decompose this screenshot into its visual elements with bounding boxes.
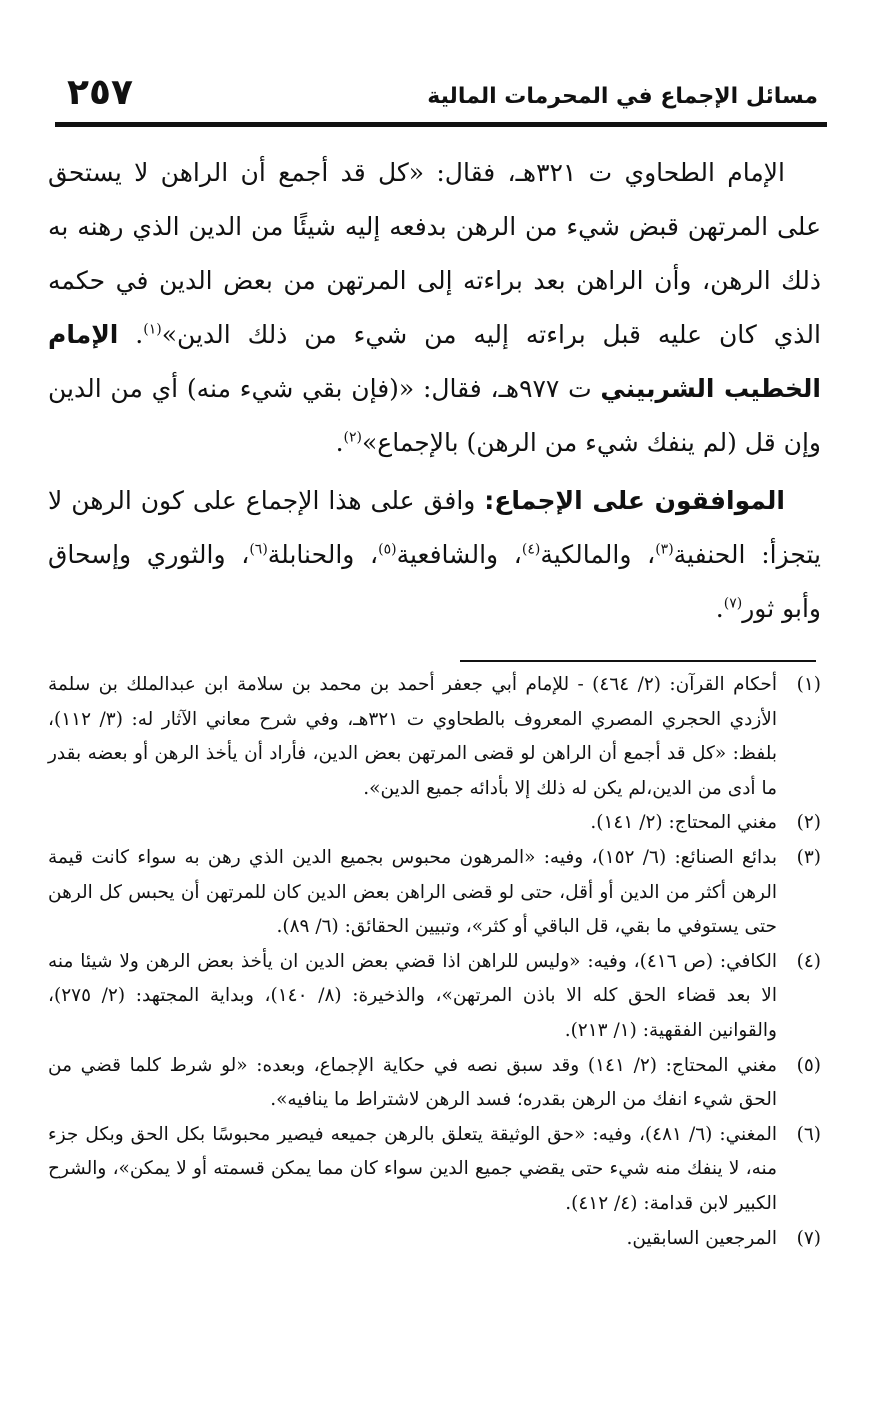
footnote-number: (٤) xyxy=(796,950,821,972)
footnote-text: المغني: (٦/ ٤٨١)، وفيه: «حق الوثيقة يتعلق بالرهن جميعه فيصير محبوسًا بكل الحق وبكل جزء منه، لا ينفك منه شيء حتى يقضي جميع الدين سواء كان مما يمكن قسمته أو لا يمكن»، والشرح الكبير لابن قدامة: (٤/ ٤١٢). xyxy=(48,1123,777,1214)
paragraph-1-text: ت ٩٧٧هـ، فقال: «(فإن بقي شيء منه) أي من الدين وإن قل (لم ينفك شيء من الرهن) بالإجماع» xyxy=(48,374,821,457)
paragraph-2-end: . xyxy=(715,594,724,623)
footnote-ref-2: (٢) xyxy=(343,429,363,446)
footnote-3 xyxy=(48,841,821,945)
footnote-5 xyxy=(48,1049,821,1118)
footnote-ref-3: (٣) xyxy=(655,541,674,558)
footnotes xyxy=(48,668,821,1256)
footnote-text: أحكام القرآن: (٢/ ٤٦٤) - للإمام أبي جعفر أحمد بن محمد بن سلامة ابن عبدالملك بن سلمة الأزدي الحجري المصري المعروف بالطحاوي ت ٣٢١هـ، وفي شرح معاني الآثار له: (٣/ ١١٢)، بلفظ: «كل قد أجمع أن الراهن لو قضى المرتهن بعض الدين، فأراد أن يأخذ الرهن أو بعضه بقدر ما أدى من الدين،لم يكن له ذلك إلا بأدائه جميع الدين». xyxy=(48,674,777,799)
paragraph-1-end: . xyxy=(335,428,344,457)
paragraph-1 xyxy=(48,146,821,470)
paragraph-2-text: ، والمالكية xyxy=(540,540,656,569)
paragraph-2-text: ، والثوري وإسحاق وأبو ثور xyxy=(48,540,821,623)
footnote-text: بدائع الصنائع: (٦/ ١٥٢)، وفيه: «المرهون محبوس بجميع الدين الذي رهن به سواء كانت قيمة الرهن أكثر من الدين أو أقل، حتى لو قضى الراهن بعض الدين كان للمرتهن أن يحبس كل الرهن حتى يستوفي ما بقي، قل الباقي أو كثر»، وتبيين الحقائق: (٦/ ٨٩). xyxy=(48,846,777,938)
footnote-text: مغني المحتاج: (٢/ ١٤١). xyxy=(590,812,777,834)
paragraph-2 xyxy=(48,474,821,636)
book-title: مسائل الإجماع في المحرمات المالية xyxy=(427,84,818,109)
footnote-2 xyxy=(48,806,821,841)
footnote-number: (١) xyxy=(796,674,821,695)
footnote-ref-7: (٧) xyxy=(723,595,743,612)
running-header xyxy=(55,70,824,126)
footnote-text: مغني المحتاج: (٢/ ١٤١) وقد سبق نصه في حكاية الإجماع، وبعده: «لو شرط كلما قضي من الحق شيء انفك من الرهن بقدره؛ فسد الرهن لاشتراط ما ينافيه». xyxy=(48,1054,778,1111)
footnote-1 xyxy=(48,668,821,806)
footnote-ref-5: (٥) xyxy=(378,541,397,558)
footnote-number: (٥) xyxy=(796,1054,821,1076)
section-heading-bold: الموافقون على الإجماع: xyxy=(484,486,786,515)
scholar-name-bold: الإمام الخطيب الشربيني xyxy=(48,320,821,403)
footnote-text: الكافي: (ص ٤١٦)، وفيه: «وليس للراهن اذا قضي بعض الدين ان يأخذ بعض الرهن ولا شيئا منه الا بعد قضاء الحق كله الا باذن المرتهن»، والذخيرة: (٨/ ١٤٠)، وبداية المجتهد: (٢/ ٢٧٥)، والقوانين الفقهية: (١/ ٢١٣). xyxy=(48,950,777,1041)
footnote-ref-1: (١) xyxy=(143,321,162,338)
footnote-number: (٢) xyxy=(796,812,821,834)
footnote-ref-4: (٤) xyxy=(521,541,541,558)
footnote-separator xyxy=(460,660,816,662)
footnote-ref-6: (٦) xyxy=(249,541,268,558)
footnote-text: المرجعين السابقين. xyxy=(626,1227,777,1249)
footnote-6 xyxy=(48,1118,821,1222)
paragraph-2-text: ، والشافعية xyxy=(396,540,522,569)
paragraph-2-text: وافق على هذا الإجماع على كون الرهن لا يتجزأ: الحنفية xyxy=(48,486,821,569)
footnote-number: (٧) xyxy=(796,1227,821,1249)
paragraph-1-text: . xyxy=(118,320,144,349)
paragraph-1-text: الإمام الطحاوي ت ٣٢١هـ، فقال: «كل قد أجمع أن الراهن لا يستحق على المرتهن قبض شيء من الرهن بدفعه إليه شيئًا من الدين الذي رهنه به ذلك الرهن، وأن الراهن بعد براءته إلى المرتهن من بعض الدين في حكمه الذي كان عليه قبل براءته إليه من شيء من ذلك الدين» xyxy=(48,158,821,349)
footnote-4 xyxy=(48,945,821,1049)
header-rule xyxy=(55,122,827,127)
footnote-number: (٣) xyxy=(796,846,821,868)
footnote-number: (٦) xyxy=(796,1123,821,1145)
footnote-7 xyxy=(48,1222,821,1257)
paragraph-2-text: ، والحنابلة xyxy=(267,540,379,569)
main-text xyxy=(48,146,821,636)
page-number: ٢٥٧ xyxy=(67,72,133,113)
